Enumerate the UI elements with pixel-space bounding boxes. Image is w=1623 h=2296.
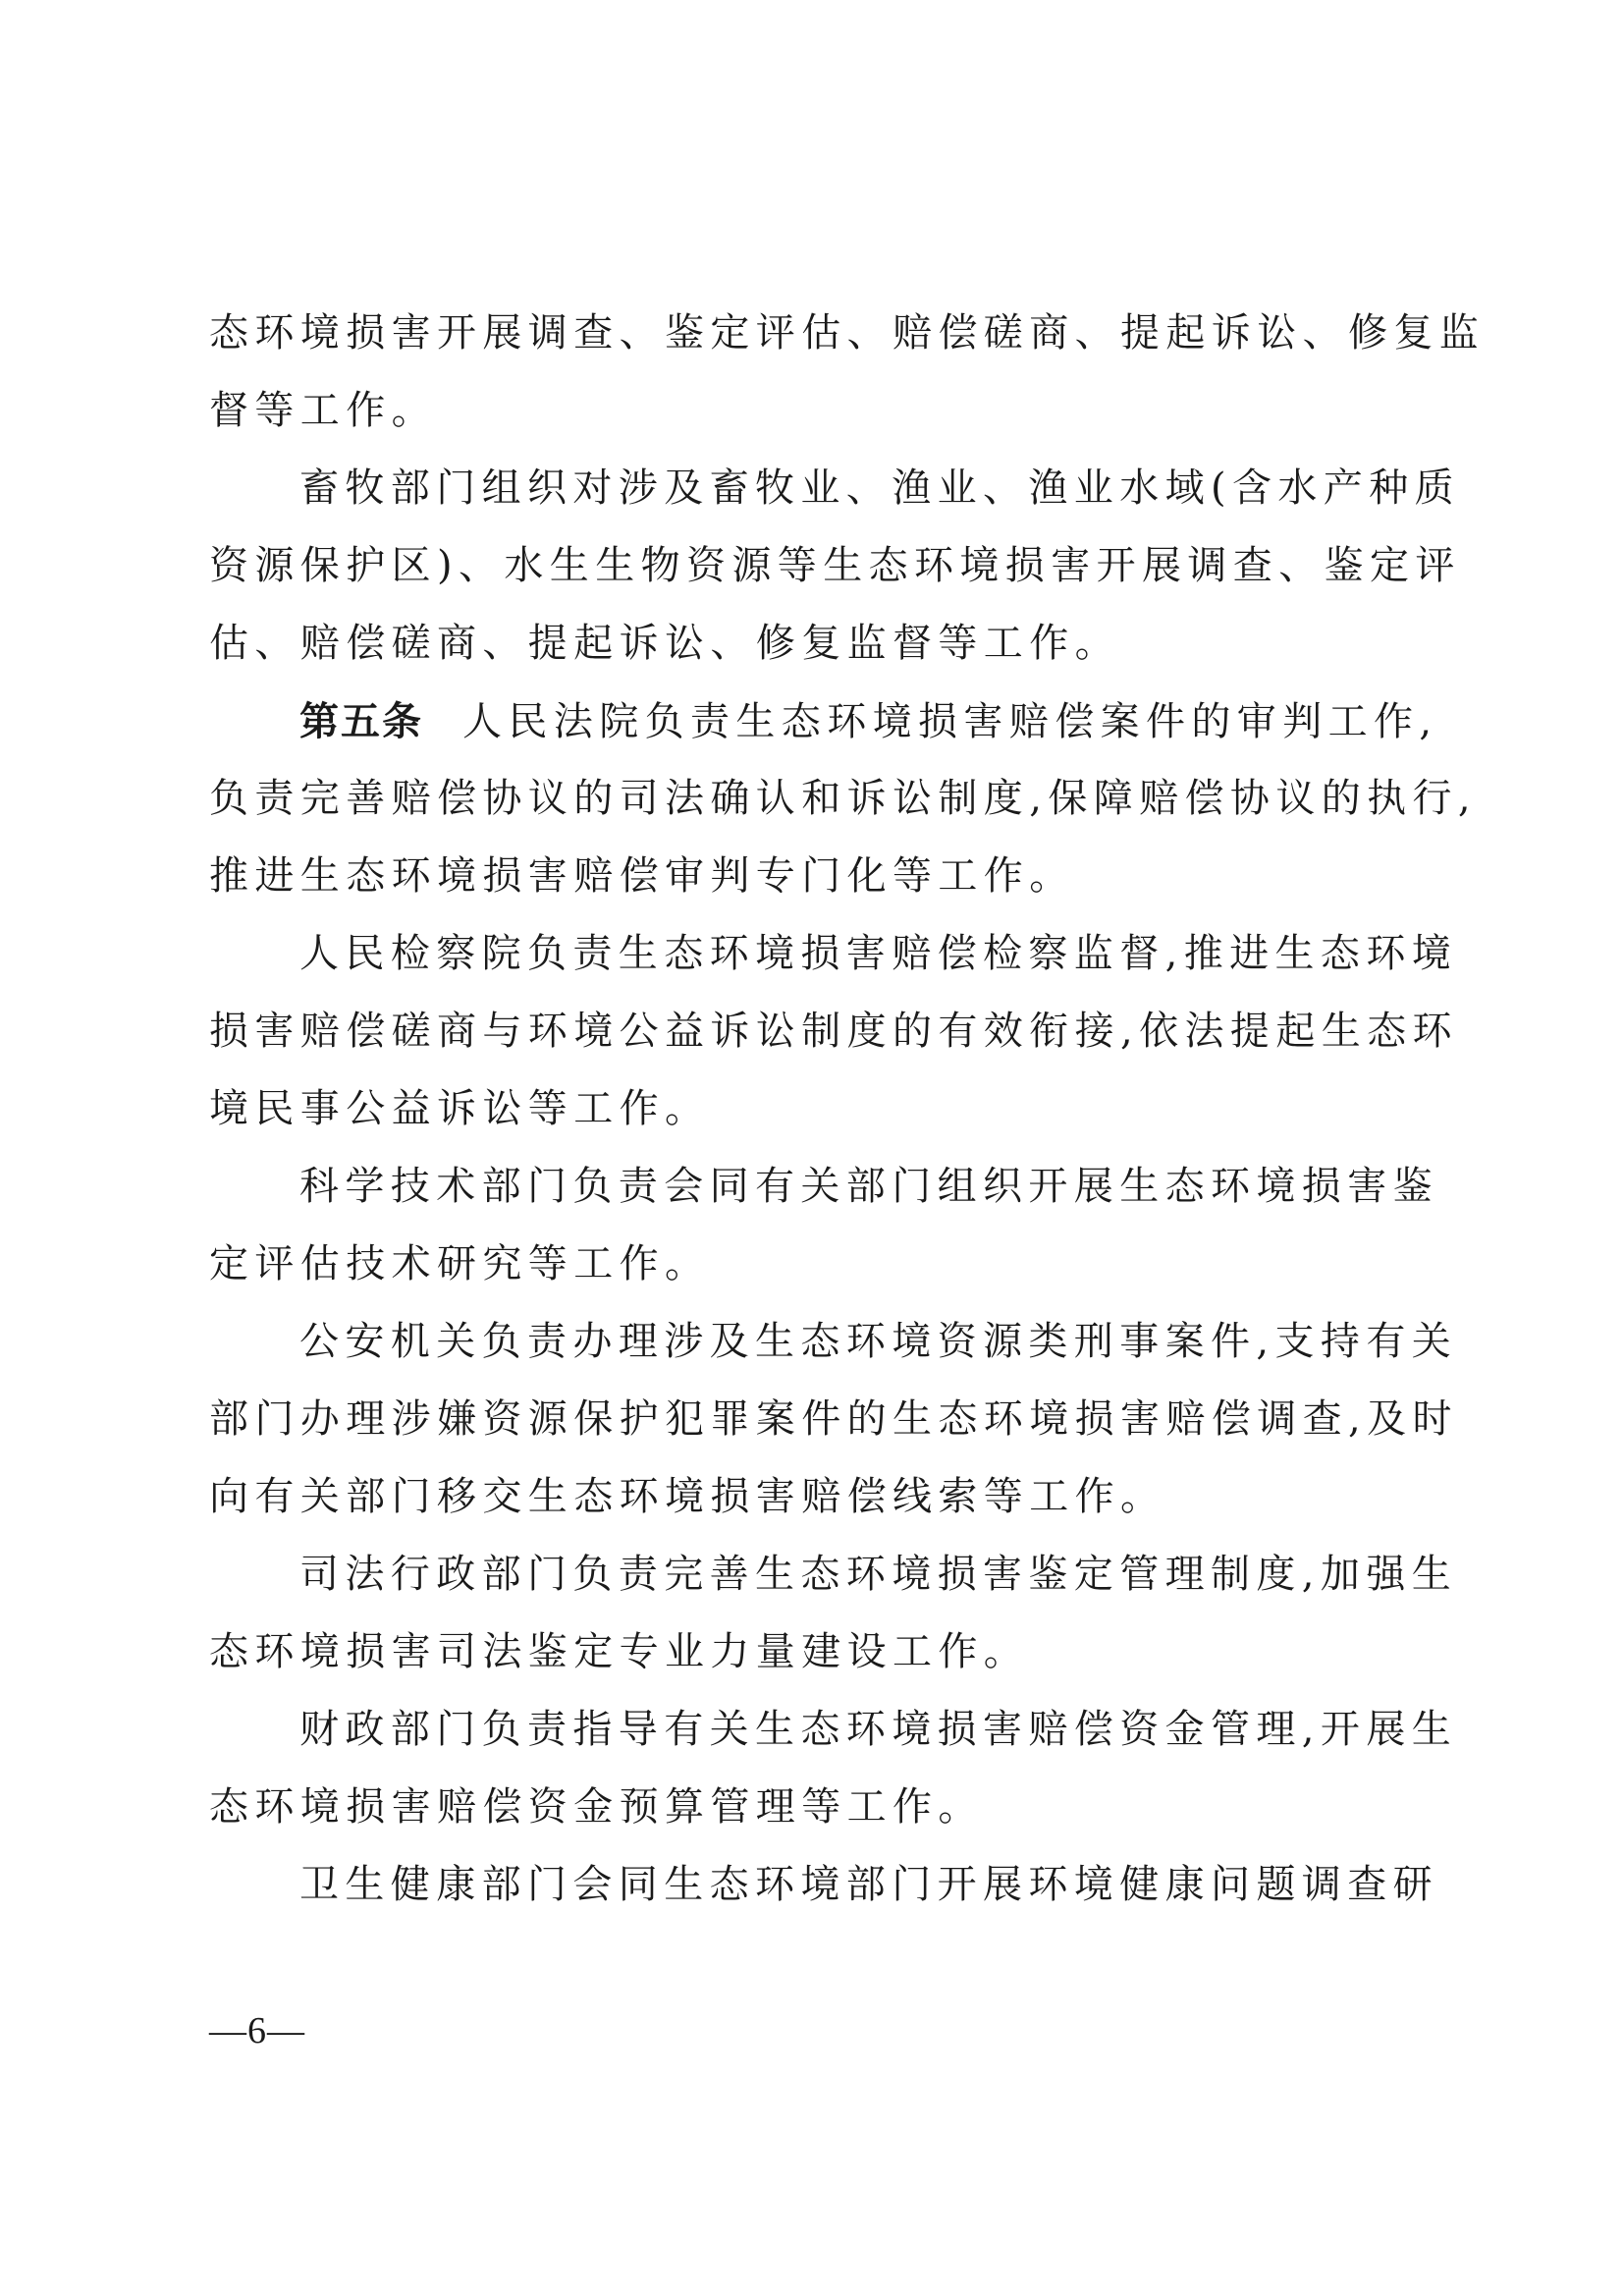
text-line: 向有关部门移交生态环境损害赔偿线索等工作。 [209,1474,1166,1519]
text-line: 境民事公益诉讼等工作。 [209,1086,711,1131]
text-line: 部门办理涉嫌资源保护犯罪案件的生态环境损害赔偿调查,及时 [209,1396,1458,1442]
paragraph-start-line: 科学技术部门负责会同有关部门组织开展生态环境损害鉴 [299,1164,1438,1209]
paragraph-start-line: 畜牧部门组织对涉及畜牧业、渔业、渔业水域(含水产种质 [299,465,1461,511]
text-line: 负责完善赔偿协议的司法确认和诉讼制度,保障赔偿协议的执行, [209,776,1478,821]
article-text: 人民法院负责生态环境损害赔偿案件的审判工作, [462,699,1438,744]
article-label: 第五条 [299,698,423,744]
paragraph-start-line: 司法行政部门负责完善生态环境损害鉴定管理制度,加强生 [299,1552,1458,1597]
paragraph-start-line: 财政部门负责指导有关生态环境损害赔偿资金管理,开展生 [299,1707,1458,1752]
text-line: 估、赔偿磋商、提起诉讼、修复监督等工作。 [209,621,1120,666]
text-line: 损害赔偿磋商与环境公益诉讼制度的有效衔接,依法提起生态环 [209,1009,1458,1054]
text-line: 资源保护区)、水生生物资源等生态环境损害开展调查、鉴定评 [209,543,1461,588]
text-line: 态环境损害司法鉴定专业力量建设工作。 [209,1629,1030,1674]
body-text [209,295,1486,1924]
text-line: 推进生态环境损害赔偿审判专门化等工作。 [209,853,1075,899]
paragraph-start-line: 公安机关负责办理涉及生态环境资源类刑事案件,支持有关 [299,1319,1458,1364]
article-heading-line [209,683,1438,760]
paragraph-start-line: 人民检察院负责生态环境损害赔偿检察监督,推进生态环境 [299,931,1458,976]
text-line: 态环境损害赔偿资金预算管理等工作。 [209,1784,984,1830]
text-line: 督等工作。 [209,388,437,433]
paragraph-start-line: 卫生健康部门会同生态环境部门开展环境健康问题调查研 [299,1862,1438,1907]
text-line: 定评估技术研究等工作。 [209,1241,711,1286]
text-line: 态环境损害开展调查、鉴定评估、赔偿磋商、提起诉讼、修复监 [209,310,1486,355]
page-number: —6— [209,2010,305,2051]
